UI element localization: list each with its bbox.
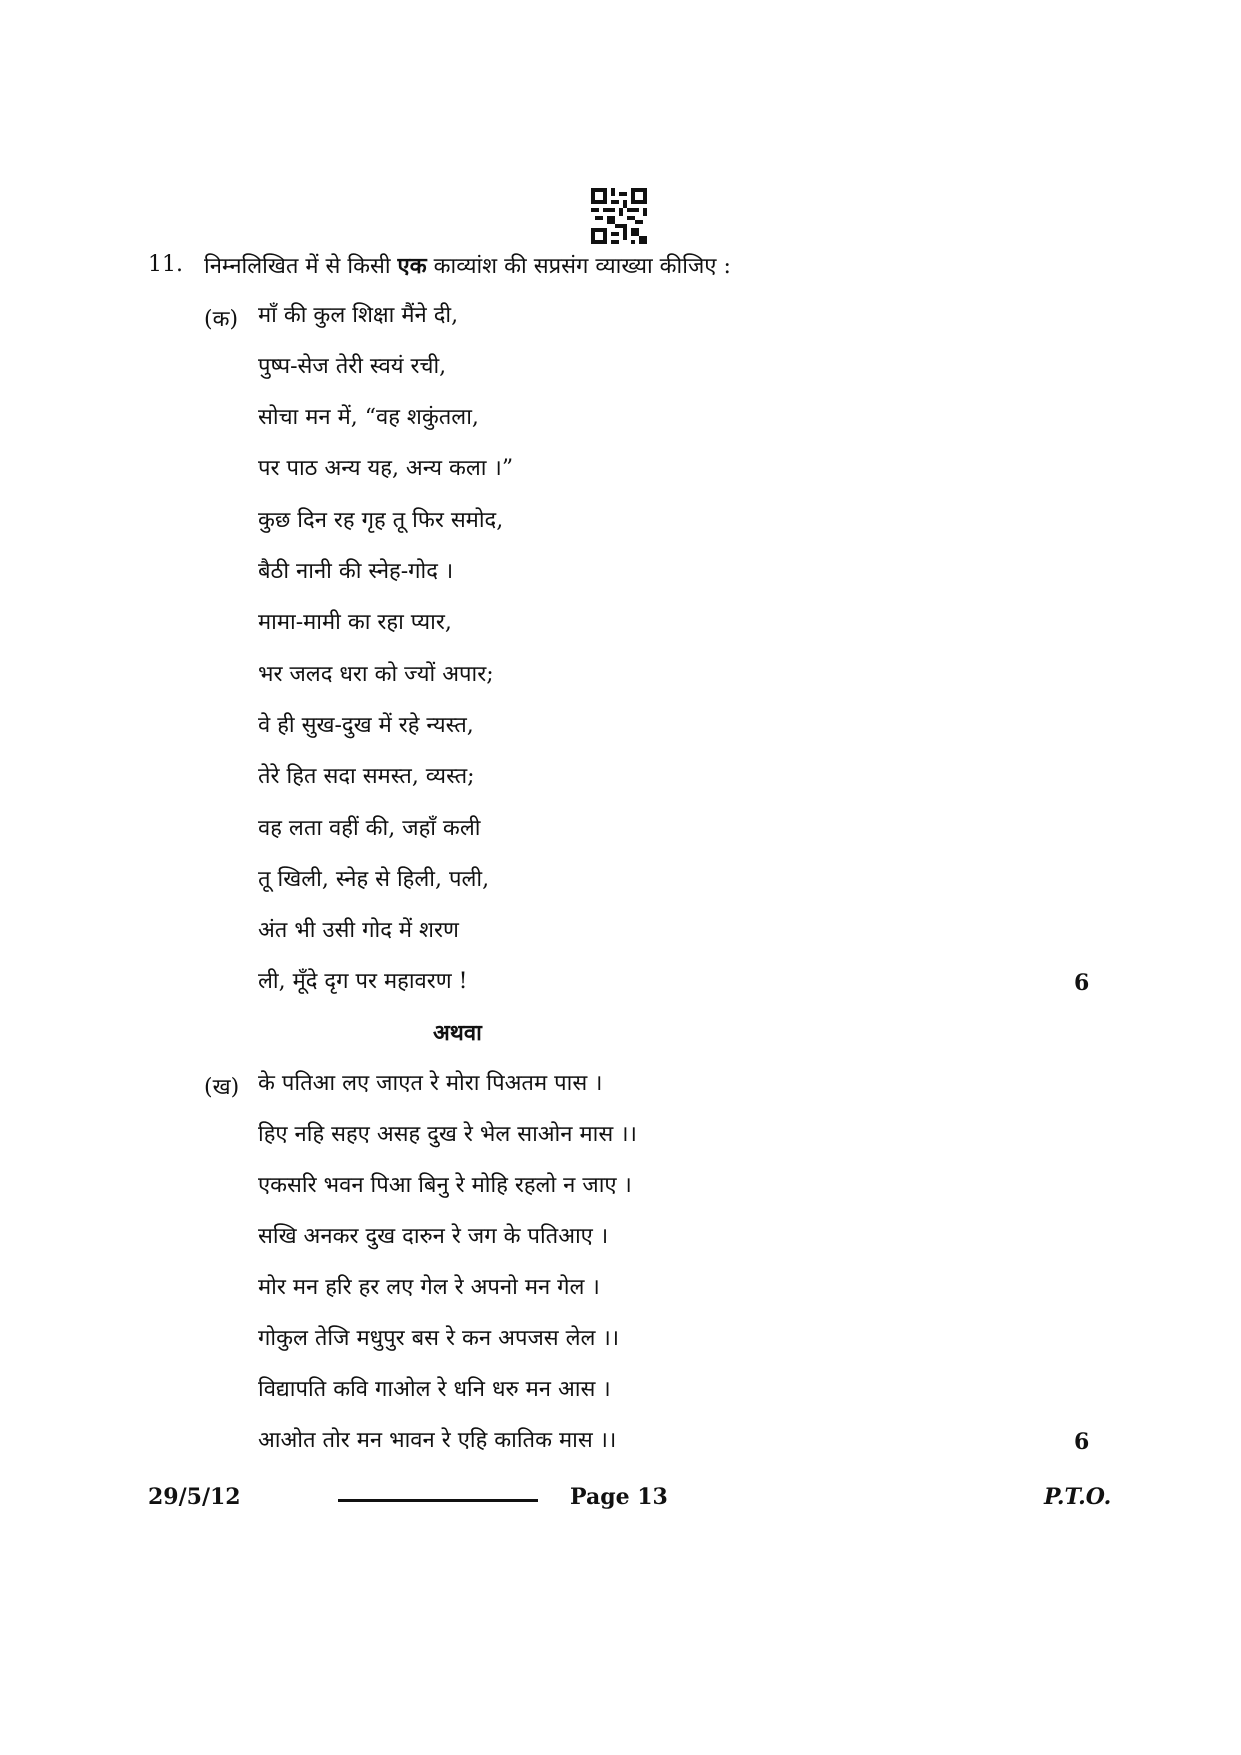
paper-code: 29/5/12 <box>148 1484 241 1510</box>
pto-label: P.T.O. <box>1044 1484 1112 1510</box>
poem-a-line: माँ की कुल शिक्षा मैंने दी, <box>258 303 459 328</box>
poem-a-line: बैठी नानी की स्नेह-गोद । <box>258 559 454 584</box>
question-text <box>204 250 731 280</box>
poem-a-line: कुछ दिन रह गृह तू फिर समोद, <box>258 508 504 533</box>
poem-b-line: मोर मन हरि हर लए गेल रे अपनो मन गेल । <box>258 1275 600 1300</box>
poem-b-line: सखि अनकर दुख दारुन रे जग के पतिआए । <box>258 1224 609 1249</box>
poem-a-line: वे ही सुख-दुख में रहे न्यस्त, <box>258 713 474 738</box>
option-a-marks: 6 <box>1074 970 1090 996</box>
poem-a-line: मामा-मामी का रहा प्यार, <box>258 610 452 635</box>
poem-a-line: पुष्प-सेज तेरी स्वयं रची, <box>258 354 447 379</box>
poem-a-line: अंत भी उसी गोद में शरण <box>258 918 459 943</box>
poem-b-line: आओत तोर मन भावन रे एहि कातिक मास ।। <box>258 1428 617 1453</box>
poem-b-line: के पतिआ लए जाएत रे मोरा पिअतम पास । <box>258 1071 603 1096</box>
poem-a-line: तेरे हित सदा समस्त, व्यस्त; <box>258 764 475 789</box>
poem-a-line: तू खिली, स्नेह से हिली, पली, <box>258 867 490 892</box>
question-text-suffix: काव्यांश की सप्रसंग व्याख्या कीजिए : <box>426 254 731 279</box>
question-text-bold: एक <box>397 253 427 279</box>
poem-b-line: हिए नहि सहए असह दुख रे भेल साओन मास ।। <box>258 1122 637 1147</box>
page-number: Page 13 <box>570 1484 668 1510</box>
poem-a-line: भर जलद धरा को ज्यों अपार; <box>258 662 494 687</box>
qr-code <box>591 188 647 244</box>
poem-b-line: एकसरि भवन पिआ बिनु रे मोहि रहलो न जाए । <box>258 1173 632 1198</box>
option-a-label: (क) <box>204 307 239 332</box>
footer-divider <box>338 1499 538 1502</box>
poem-a-line: ली, मूँदे दृग पर महावरण ! <box>258 969 468 994</box>
option-b-label: (ख) <box>204 1075 240 1100</box>
poem-b-line: गोकुल तेजि मधुपुर बस रे कन अपजस लेल ।। <box>258 1326 620 1351</box>
poem-a-line: सोचा मन में, “वह शकुंतला, <box>258 405 479 430</box>
question-text-prefix: निम्नलिखित में से किसी <box>204 254 398 279</box>
or-separator: अथवा <box>433 1020 482 1046</box>
poem-b-line: विद्यापति कवि गाओल रे धनि धरु मन आस । <box>258 1377 611 1402</box>
option-b-marks: 6 <box>1074 1429 1090 1455</box>
question-number: 11. <box>148 252 183 277</box>
poem-a-line: पर पाठ अन्य यह, अन्य कला ।” <box>258 456 514 481</box>
poem-a-line: वह लता वहीं की, जहाँ कली <box>258 816 481 841</box>
